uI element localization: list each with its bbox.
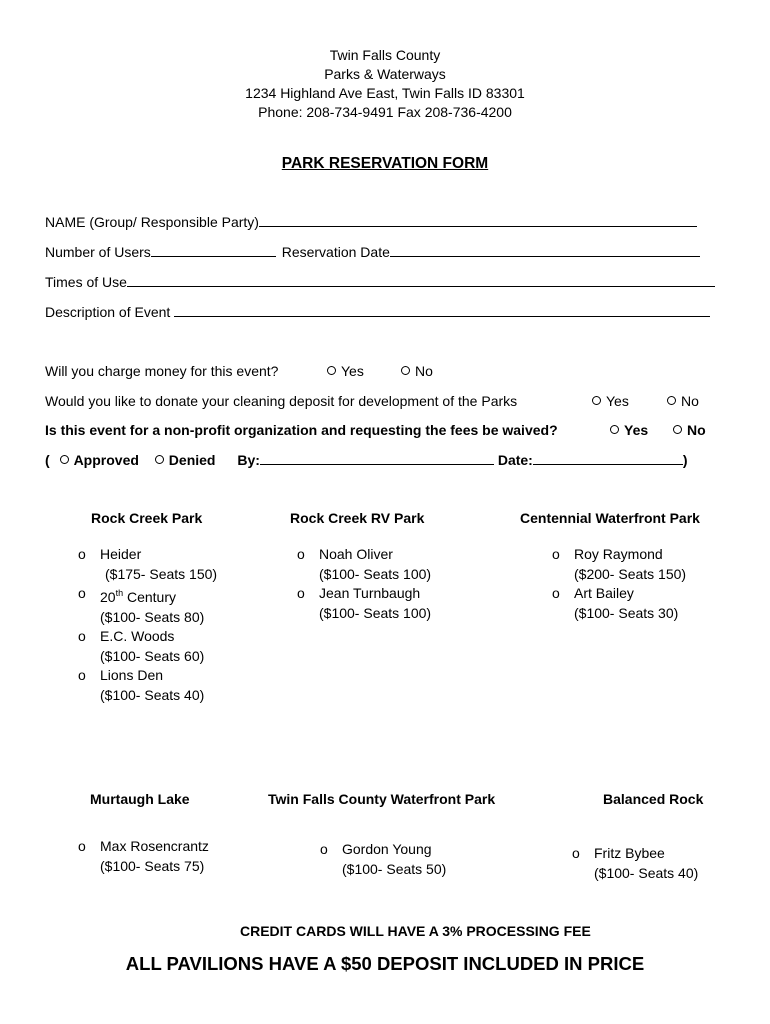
bullet-icon: o	[552, 546, 560, 562]
radio-icon[interactable]	[592, 396, 601, 405]
bullet-icon: o	[552, 585, 560, 601]
approved-option[interactable]	[60, 452, 139, 468]
pavilion-name: Gordon Young	[342, 841, 432, 857]
q2-no-label: No	[681, 393, 699, 409]
pavilion-price: ($100- Seats 30)	[574, 604, 679, 621]
description-field	[45, 304, 710, 320]
radio-icon[interactable]	[60, 455, 69, 464]
q3-no-option[interactable]	[673, 422, 706, 438]
pavilion-price: ($100- Seats 75)	[100, 857, 205, 874]
tfc-waterfront-park-title: Twin Falls County Waterfront Park	[268, 791, 496, 807]
pavilion-price: ($100- Seats 40)	[100, 686, 205, 703]
q3-yes-label: Yes	[624, 422, 649, 438]
pavilion-price: ($200- Seats 150)	[574, 565, 687, 582]
pavilion-name: Lions Den	[100, 667, 164, 683]
pavilion-name-word: Century	[123, 589, 177, 605]
close-paren: )	[682, 452, 688, 468]
pavilion-name: Art Bailey	[574, 585, 634, 601]
bullet-icon: o	[78, 838, 86, 854]
centennial-waterfront-park-title: Centennial Waterfront Park	[520, 510, 700, 526]
tfc-waterfront-list	[320, 840, 446, 879]
pavilion-name: Fritz Bybee	[594, 845, 665, 861]
bullet-icon: o	[78, 546, 86, 562]
reservation-date-label: Reservation Date	[281, 244, 390, 260]
pavilion-price: ($175- Seats 150)	[105, 565, 218, 582]
name-label: NAME (Group/ Responsible Party)	[45, 214, 259, 230]
pavilion-price: ($100- Seats 50)	[342, 860, 447, 877]
description-input-line[interactable]	[174, 315, 710, 317]
form-title	[0, 155, 770, 173]
pavilion-name: Roy Raymond	[574, 546, 663, 562]
q1-no-option[interactable]	[401, 363, 433, 379]
radio-icon[interactable]	[155, 455, 164, 464]
question-donate-deposit: Would you like to donate your cleaning deposit for development of the Parks	[45, 393, 518, 409]
reservation-date-input-line[interactable]	[390, 255, 700, 257]
pavilion-price: ($100- Seats 60)	[100, 647, 205, 664]
bullet-icon: o	[320, 841, 328, 857]
rock-creek-list	[78, 545, 217, 705]
list-item[interactable]	[552, 584, 686, 623]
pavilion-name: E.C. Woods	[100, 628, 175, 644]
list-item[interactable]	[297, 545, 431, 584]
murtaugh-list	[78, 837, 209, 876]
bullet-icon: o	[572, 845, 580, 861]
phone-fax: Phone: 208-734-9491 Fax 208-736-4200	[258, 104, 512, 120]
radio-icon[interactable]	[610, 425, 619, 434]
murtaugh-lake-title: Murtaugh Lake	[90, 791, 190, 807]
rock-creek-rv-park-title: Rock Creek RV Park	[290, 510, 425, 526]
list-item[interactable]	[78, 627, 217, 666]
q3-no-label: No	[687, 422, 706, 438]
pavilion-price: ($100- Seats 100)	[319, 604, 432, 621]
approval-date-input-line[interactable]	[533, 463, 683, 465]
list-item[interactable]	[297, 584, 431, 623]
denied-option[interactable]	[155, 452, 216, 468]
by-input-line[interactable]	[260, 463, 494, 465]
pavilion-name-number: 20	[100, 589, 116, 605]
approval-row	[45, 452, 688, 468]
radio-icon[interactable]	[327, 366, 336, 375]
question-non-profit: Is this event for a non-profit organization and requesting the fees be waived?	[45, 422, 558, 438]
approved-label: Approved	[73, 452, 139, 468]
q2-no-option[interactable]	[667, 393, 699, 409]
pavilion-price: ($100- Seats 100)	[319, 565, 432, 582]
list-item[interactable]	[78, 545, 217, 584]
bullet-icon: o	[297, 546, 305, 562]
bullet-icon: o	[78, 628, 86, 644]
county-name: Twin Falls County	[329, 47, 441, 63]
rock-creek-park-title: Rock Creek Park	[91, 510, 203, 526]
list-item[interactable]	[552, 545, 686, 584]
balanced-rock-list	[572, 844, 698, 883]
list-item[interactable]	[572, 844, 698, 883]
times-input-line[interactable]	[127, 285, 715, 287]
radio-icon[interactable]	[401, 366, 410, 375]
processing-fee-note: CREDIT CARDS WILL HAVE A 3% PROCESSING FEE	[240, 923, 591, 939]
approval-date-label: Date:	[497, 452, 533, 468]
department-name: Parks & Waterways	[324, 66, 446, 82]
pavilion-price: ($100- Seats 80)	[100, 608, 205, 625]
bullet-icon: o	[297, 585, 305, 601]
list-item[interactable]	[78, 837, 209, 876]
pavilion-price: ($100- Seats 40)	[594, 864, 699, 881]
pavilion-name-suffix: th	[115, 588, 124, 598]
description-label: Description of Event	[45, 304, 171, 320]
pavilion-name: Noah Oliver	[319, 546, 393, 562]
q2-yes-option[interactable]	[592, 393, 629, 409]
balanced-rock-title: Balanced Rock	[603, 791, 704, 807]
times-label: Times of Use	[45, 274, 127, 290]
users-input-line[interactable]	[151, 255, 276, 257]
q1-yes-option[interactable]	[327, 363, 364, 379]
form-title-text: PARK RESERVATION FORM	[281, 155, 489, 172]
bullet-icon: o	[78, 667, 86, 683]
name-input-line[interactable]	[259, 225, 697, 227]
users-date-field	[45, 244, 700, 260]
pavilion-name: Max Rosencrantz	[100, 838, 209, 854]
by-label: By:	[237, 452, 260, 468]
name-field	[45, 214, 697, 230]
radio-icon[interactable]	[667, 396, 676, 405]
address: 1234 Highland Ave East, Twin Falls ID 83301	[245, 85, 525, 101]
q3-yes-option[interactable]	[610, 422, 648, 438]
bullet-icon: o	[78, 585, 86, 601]
denied-label: Denied	[168, 452, 216, 468]
list-item[interactable]	[78, 584, 217, 627]
pavilion-name	[100, 584, 217, 608]
users-label: Number of Users	[45, 244, 151, 260]
question-charge-money: Will you charge money for this event?	[45, 363, 279, 379]
q2-yes-label: Yes	[606, 393, 629, 409]
list-item[interactable]	[78, 666, 217, 705]
times-field	[45, 274, 715, 290]
deposit-note: ALL PAVILIONS HAVE A $50 DEPOSIT INCLUDED IN PRICE	[125, 953, 645, 974]
radio-icon[interactable]	[673, 425, 682, 434]
q1-no-label: No	[415, 363, 433, 379]
rock-creek-rv-list	[297, 545, 431, 623]
q1-yes-label: Yes	[341, 363, 364, 379]
pavilion-name: Jean Turnbaugh	[319, 585, 421, 601]
centennial-list	[552, 545, 686, 623]
pavilion-name: Heider	[100, 546, 142, 562]
open-paren: (	[45, 452, 50, 468]
list-item[interactable]	[320, 840, 446, 879]
